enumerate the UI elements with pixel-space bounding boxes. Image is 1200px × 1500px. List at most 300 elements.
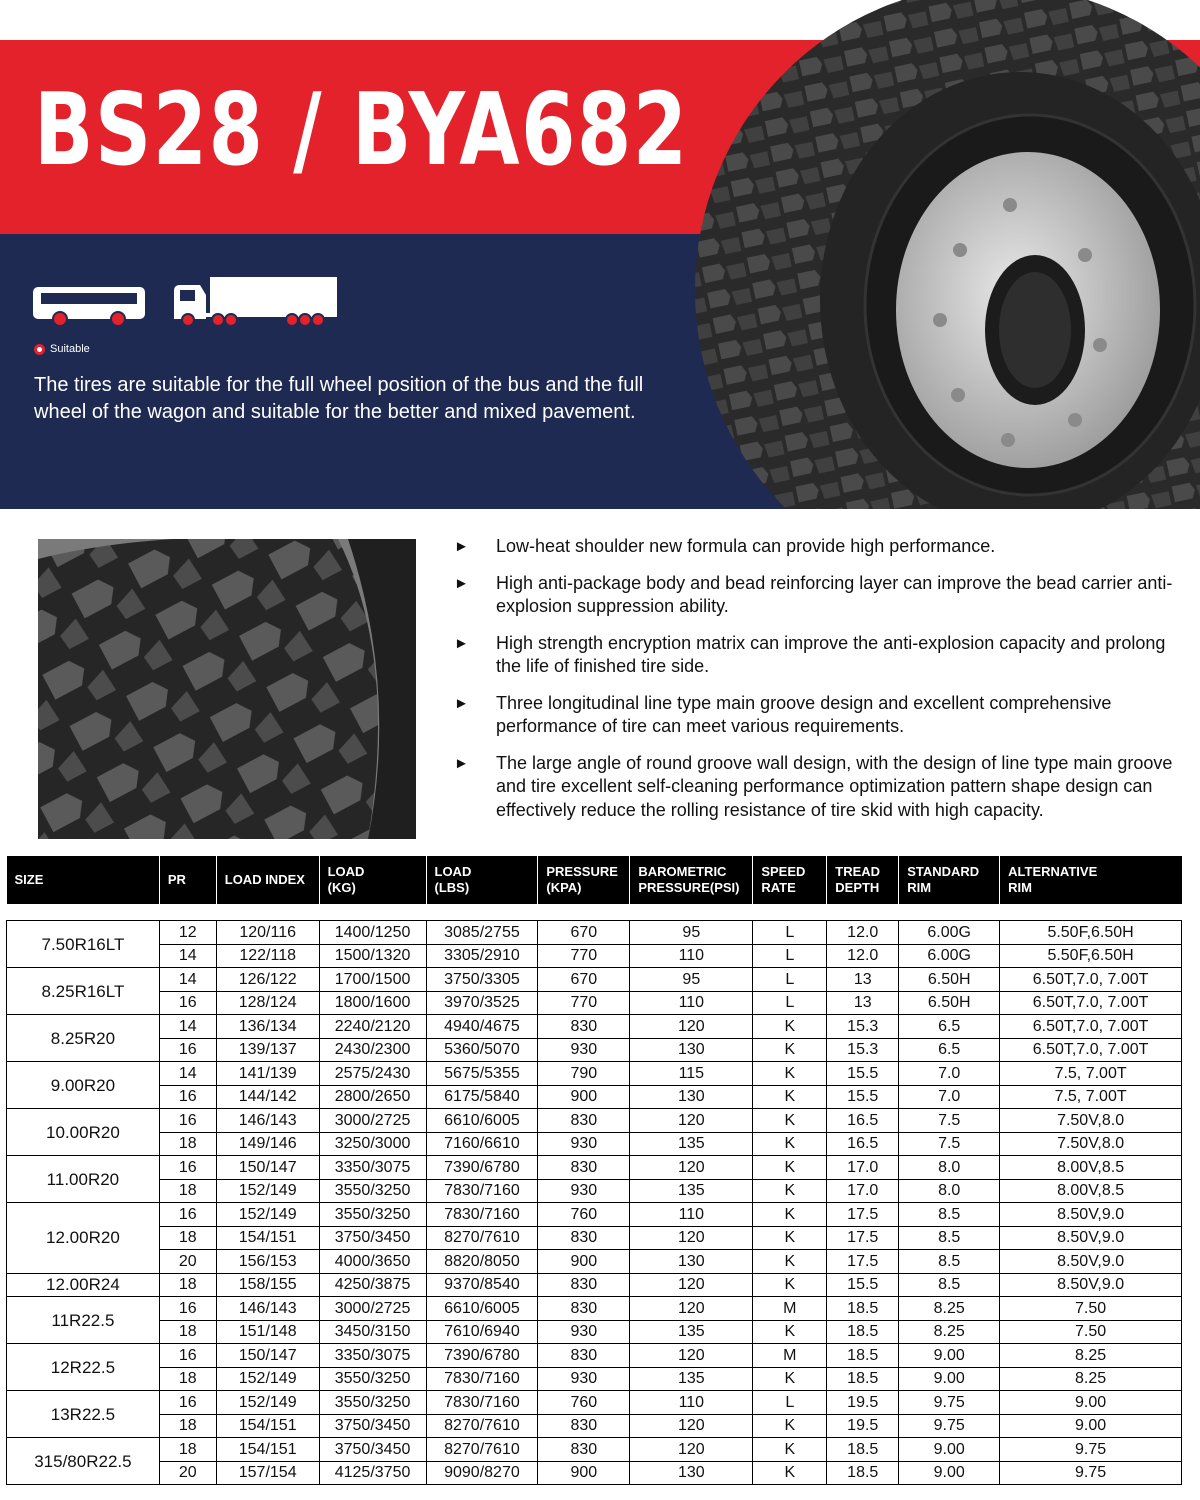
table-cell: 120	[630, 1297, 753, 1321]
table-cell: 157/154	[216, 1461, 319, 1485]
arrow-bullet-icon: ►	[454, 574, 469, 592]
table-cell: 110	[630, 944, 753, 968]
table-cell: 8.25	[1000, 1344, 1182, 1368]
table-cell: 154/151	[216, 1414, 319, 1438]
table-cell: 120	[630, 1226, 753, 1250]
table-cell: 152/149	[216, 1367, 319, 1391]
column-header: SPEED RATE	[753, 856, 827, 904]
table-cell: 3450/3150	[319, 1320, 426, 1344]
table-cell: 122/118	[216, 944, 319, 968]
table-row	[7, 1297, 1182, 1321]
arrow-bullet-icon: ►	[454, 694, 469, 712]
table-cell: 6.50H	[899, 968, 1000, 992]
table-cell: 8.5	[899, 1203, 1000, 1227]
table-cell: 5675/5355	[426, 1062, 538, 1086]
table-cell: 95	[630, 968, 753, 992]
table-cell: 9.00	[899, 1367, 1000, 1391]
table-row	[7, 1085, 1182, 1109]
table-cell: 18	[159, 1414, 216, 1438]
table-cell: 3350/3075	[319, 1344, 426, 1368]
feature-list	[454, 535, 1184, 835]
table-cell: 13	[827, 991, 899, 1015]
table-cell: 17.5	[827, 1203, 899, 1227]
table-cell: 120	[630, 1273, 753, 1297]
table-cell: 4000/3650	[319, 1250, 426, 1274]
spec-table-body	[7, 904, 1182, 1485]
table-cell: 152/149	[216, 1203, 319, 1227]
feature-text: The large angle of round groove wall design, with the design of line type main groove and tire excellent self-cleaning performance optimization pattern shape design can effectively reduce the rolling resistance of tire skid with high capacity.	[496, 752, 1173, 820]
table-cell: 6.5	[899, 1015, 1000, 1039]
table-cell: 6.50T,7.0, 7.00T	[1000, 1038, 1182, 1062]
arrow-bullet-icon: ►	[454, 634, 469, 652]
table-cell: 16	[159, 1156, 216, 1180]
table-cell: 7.50V,8.0	[1000, 1132, 1182, 1156]
table-cell: K	[753, 1015, 827, 1039]
table-cell: 18	[159, 1179, 216, 1203]
arrow-bullet-icon: ►	[454, 754, 469, 772]
table-cell: 8.5	[899, 1273, 1000, 1297]
table-row	[7, 1109, 1182, 1133]
feature-item	[454, 752, 1184, 823]
table-cell: 930	[538, 1179, 630, 1203]
table-cell: 2430/2300	[319, 1038, 426, 1062]
table-cell: 120	[630, 1344, 753, 1368]
table-cell: 8.5	[899, 1226, 1000, 1250]
table-cell: 830	[538, 1414, 630, 1438]
table-cell: 18	[159, 1438, 216, 1462]
table-cell: 141/139	[216, 1062, 319, 1086]
table-cell: 14	[159, 1015, 216, 1039]
size-cell: 13R22.5	[7, 1391, 160, 1438]
table-cell: 146/143	[216, 1297, 319, 1321]
table-row	[7, 921, 1182, 945]
table-cell: 8.25	[1000, 1367, 1182, 1391]
table-cell: 18	[159, 1273, 216, 1297]
table-cell: 3970/3525	[426, 991, 538, 1015]
table-cell: 151/148	[216, 1320, 319, 1344]
table-cell: 14	[159, 968, 216, 992]
table-cell: 830	[538, 1226, 630, 1250]
table-spacer	[7, 904, 1182, 921]
table-cell: 135	[630, 1320, 753, 1344]
table-cell: 770	[538, 991, 630, 1015]
table-cell: 16	[159, 1203, 216, 1227]
table-cell: 149/146	[216, 1132, 319, 1156]
table-row	[7, 1367, 1182, 1391]
truck-icon	[174, 277, 337, 326]
table-cell: 120	[630, 1156, 753, 1180]
table-cell: 4125/3750	[319, 1461, 426, 1485]
table-cell: 9.75	[899, 1391, 1000, 1415]
feature-text: Low-heat shoulder new formula can provide high performance.	[496, 536, 996, 556]
table-row	[7, 1461, 1182, 1485]
bus-icon	[33, 287, 145, 326]
table-cell: 16	[159, 1109, 216, 1133]
table-cell: L	[753, 991, 827, 1015]
size-cell: 12.00R24	[7, 1273, 160, 1297]
table-cell: 18.5	[827, 1461, 899, 1485]
table-cell: 18.5	[827, 1438, 899, 1462]
table-cell: 15.5	[827, 1085, 899, 1109]
table-cell: 154/151	[216, 1226, 319, 1250]
table-cell: 14	[159, 1062, 216, 1086]
table-cell: 18	[159, 1367, 216, 1391]
table-cell: 1700/1500	[319, 968, 426, 992]
table-cell: 8.50V,9.0	[1000, 1226, 1182, 1250]
table-row	[7, 1226, 1182, 1250]
table-cell: 9.75	[899, 1414, 1000, 1438]
table-cell: 8.0	[899, 1156, 1000, 1180]
table-cell: 18.5	[827, 1297, 899, 1321]
table-cell: K	[753, 1038, 827, 1062]
table-cell: 130	[630, 1461, 753, 1485]
table-cell: 3350/3075	[319, 1156, 426, 1180]
table-row	[7, 1273, 1182, 1297]
table-cell: 830	[538, 1273, 630, 1297]
column-header: LOAD INDEX	[216, 856, 319, 904]
table-cell: 120	[630, 1438, 753, 1462]
size-cell: 11.00R20	[7, 1156, 160, 1203]
size-cell: 12R22.5	[7, 1344, 160, 1391]
table-cell: 3550/3250	[319, 1367, 426, 1391]
table-cell: 17.5	[827, 1226, 899, 1250]
table-cell: K	[753, 1085, 827, 1109]
table-cell: 2575/2430	[319, 1062, 426, 1086]
table-cell: 6.00G	[899, 944, 1000, 968]
table-cell: 135	[630, 1132, 753, 1156]
table-cell: 900	[538, 1250, 630, 1274]
table-cell: 1800/1600	[319, 991, 426, 1015]
table-cell: 6.50H	[899, 991, 1000, 1015]
feature-text: High strength encryption matrix can improve the anti-explosion capacity and prolong the life of finished tire side.	[496, 632, 1166, 676]
table-cell: 760	[538, 1391, 630, 1415]
table-cell: K	[753, 1273, 827, 1297]
table-cell: 8.50V,9.0	[1000, 1250, 1182, 1274]
table-cell: 790	[538, 1062, 630, 1086]
table-cell: K	[753, 1320, 827, 1344]
table-cell: 13	[827, 968, 899, 992]
table-cell: 139/137	[216, 1038, 319, 1062]
table-row	[7, 1038, 1182, 1062]
table-cell: 18	[159, 1132, 216, 1156]
table-cell: 130	[630, 1038, 753, 1062]
spec-table-header	[7, 856, 1182, 904]
size-cell: 8.25R16LT	[7, 968, 160, 1015]
table-cell: 3550/3250	[319, 1391, 426, 1415]
table-cell: 126/122	[216, 968, 319, 992]
table-cell: 7830/7160	[426, 1367, 538, 1391]
table-cell: 8.5	[899, 1250, 1000, 1274]
table-cell: 930	[538, 1367, 630, 1391]
table-cell: 7.5	[899, 1132, 1000, 1156]
table-cell: 120	[630, 1414, 753, 1438]
table-cell: 16.5	[827, 1132, 899, 1156]
table-cell: K	[753, 1132, 827, 1156]
table-cell: 146/143	[216, 1109, 319, 1133]
table-cell: K	[753, 1226, 827, 1250]
table-cell: 7830/7160	[426, 1203, 538, 1227]
table-cell: 9.00	[899, 1461, 1000, 1485]
table-cell: 7.50	[1000, 1297, 1182, 1321]
feature-item	[454, 692, 1184, 739]
arrow-bullet-icon: ►	[454, 538, 469, 555]
table-cell: 16	[159, 1344, 216, 1368]
table-cell: 158/155	[216, 1273, 319, 1297]
table-cell: 3000/2725	[319, 1297, 426, 1321]
legend-label: Suitable	[50, 343, 90, 355]
table-cell: 16	[159, 1085, 216, 1109]
column-header: LOAD (KG)	[319, 856, 426, 904]
table-cell: 14	[159, 944, 216, 968]
table-cell: 12.0	[827, 921, 899, 945]
table-cell: K	[753, 1414, 827, 1438]
table-cell: 3750/3450	[319, 1414, 426, 1438]
table-cell: 8.25	[899, 1297, 1000, 1321]
table-cell: 3750/3450	[319, 1226, 426, 1250]
table-cell: 156/153	[216, 1250, 319, 1274]
table-cell: 130	[630, 1250, 753, 1274]
size-cell: 7.50R16LT	[7, 921, 160, 968]
table-cell: 670	[538, 968, 630, 992]
table-cell: K	[753, 1438, 827, 1462]
table-cell: 4940/4675	[426, 1015, 538, 1039]
table-cell: 3000/2725	[319, 1109, 426, 1133]
table-cell: L	[753, 944, 827, 968]
feature-item	[454, 632, 1184, 679]
table-cell: 6.5	[899, 1038, 1000, 1062]
legend	[34, 343, 90, 355]
table-cell: 6.50T,7.0, 7.00T	[1000, 1015, 1182, 1039]
table-cell: 95	[630, 921, 753, 945]
table-row	[7, 1156, 1182, 1180]
table-cell: 16	[159, 1391, 216, 1415]
column-header: BAROMETRIC PRESSURE(PSI)	[630, 856, 753, 904]
table-cell: K	[753, 1250, 827, 1274]
table-cell: 5.50F,6.50H	[1000, 921, 1182, 945]
table-row	[7, 1391, 1182, 1415]
product-title: BS28 / BYA682	[34, 71, 689, 188]
column-header: PR	[159, 856, 216, 904]
table-cell: 3305/2910	[426, 944, 538, 968]
table-row	[7, 1203, 1182, 1227]
table-cell: 20	[159, 1250, 216, 1274]
table-cell: 6610/6005	[426, 1297, 538, 1321]
table-cell: 110	[630, 1391, 753, 1415]
table-cell: 770	[538, 944, 630, 968]
table-cell: L	[753, 1391, 827, 1415]
table-row	[7, 944, 1182, 968]
table-cell: 3750/3305	[426, 968, 538, 992]
table-cell: 16	[159, 1297, 216, 1321]
table-cell: 15.5	[827, 1062, 899, 1086]
table-cell: 15.3	[827, 1038, 899, 1062]
feature-text: Three longitudinal line type main groove design and excellent comprehensive performance of tire can meet various requirements.	[496, 692, 1112, 736]
table-cell: K	[753, 1179, 827, 1203]
table-cell: 16	[159, 991, 216, 1015]
table-row	[7, 1320, 1182, 1344]
feature-item	[454, 535, 1184, 559]
table-row	[7, 968, 1182, 992]
table-cell: M	[753, 1297, 827, 1321]
size-cell: 12.00R20	[7, 1203, 160, 1274]
table-cell: 152/149	[216, 1179, 319, 1203]
table-cell: 15.3	[827, 1015, 899, 1039]
table-cell: 7.0	[899, 1085, 1000, 1109]
table-cell: 900	[538, 1461, 630, 1485]
table-row	[7, 1062, 1182, 1086]
table-cell: 930	[538, 1038, 630, 1062]
table-row	[7, 1132, 1182, 1156]
table-cell: 19.5	[827, 1414, 899, 1438]
table-cell: 8.00V,8.5	[1000, 1179, 1182, 1203]
table-row	[7, 1438, 1182, 1462]
table-row	[7, 1179, 1182, 1203]
table-cell: 9.00	[899, 1438, 1000, 1462]
table-cell: L	[753, 968, 827, 992]
column-header: LOAD (LBS)	[426, 856, 538, 904]
table-cell: 9.75	[1000, 1438, 1182, 1462]
table-row	[7, 1344, 1182, 1368]
header-row	[7, 856, 1182, 904]
size-cell: 9.00R20	[7, 1062, 160, 1109]
table-cell: 1500/1320	[319, 944, 426, 968]
feature-text: High anti-package body and bead reinforcing layer can improve the bead carrier anti-explosion suppression ability.	[496, 572, 1173, 616]
table-cell: K	[753, 1062, 827, 1086]
table-cell: 930	[538, 1132, 630, 1156]
table-cell: 3550/3250	[319, 1179, 426, 1203]
table-cell: 18.5	[827, 1320, 899, 1344]
table-cell: 2800/2650	[319, 1085, 426, 1109]
table-cell: 154/151	[216, 1438, 319, 1462]
table-cell: 4250/3875	[319, 1273, 426, 1297]
table-cell: 7610/6940	[426, 1320, 538, 1344]
column-header: PRESSURE (KPA)	[538, 856, 630, 904]
table-cell: 830	[538, 1109, 630, 1133]
table-cell: K	[753, 1461, 827, 1485]
table-cell: 6.50T,7.0, 7.00T	[1000, 991, 1182, 1015]
table-row	[7, 1414, 1182, 1438]
table-cell: 18.5	[827, 1344, 899, 1368]
table-cell: 3250/3000	[319, 1132, 426, 1156]
table-cell: 7.50V,8.0	[1000, 1109, 1182, 1133]
tire-image	[690, 0, 1200, 509]
table-cell: 16.5	[827, 1109, 899, 1133]
table-cell: 120	[630, 1015, 753, 1039]
table-cell: 18	[159, 1320, 216, 1344]
table-cell: 8270/7610	[426, 1438, 538, 1462]
table-cell: 136/134	[216, 1015, 319, 1039]
size-cell: 10.00R20	[7, 1109, 160, 1156]
vehicle-icons	[30, 275, 350, 335]
table-cell: 7830/7160	[426, 1391, 538, 1415]
table-cell: 930	[538, 1320, 630, 1344]
table-cell: 9.00	[899, 1344, 1000, 1368]
table-cell: 760	[538, 1203, 630, 1227]
table-cell: 8270/7610	[426, 1414, 538, 1438]
table-cell: 152/149	[216, 1391, 319, 1415]
table-cell: K	[753, 1367, 827, 1391]
table-cell: 7.5	[899, 1109, 1000, 1133]
table-cell: 128/124	[216, 991, 319, 1015]
table-cell: 7.5, 7.00T	[1000, 1085, 1182, 1109]
table-cell: 144/142	[216, 1085, 319, 1109]
table-cell: 7.5, 7.00T	[1000, 1062, 1182, 1086]
table-row	[7, 1015, 1182, 1039]
table-cell: 7390/6780	[426, 1344, 538, 1368]
table-cell: 110	[630, 1203, 753, 1227]
table-cell: 15.5	[827, 1273, 899, 1297]
table-cell: 110	[630, 991, 753, 1015]
table-cell: 7.50	[1000, 1320, 1182, 1344]
table-cell: 830	[538, 1156, 630, 1180]
table-cell: 135	[630, 1179, 753, 1203]
table-cell: M	[753, 1344, 827, 1368]
table-cell: 18	[159, 1226, 216, 1250]
table-cell: 115	[630, 1062, 753, 1086]
column-header: SIZE	[7, 856, 160, 904]
table-cell: 3750/3450	[319, 1438, 426, 1462]
table-cell: 900	[538, 1085, 630, 1109]
table-cell: 8820/8050	[426, 1250, 538, 1274]
table-cell: 3550/3250	[319, 1203, 426, 1227]
table-row	[7, 991, 1182, 1015]
table-cell: 830	[538, 1438, 630, 1462]
size-cell: 8.25R20	[7, 1015, 160, 1062]
column-header: STANDARD RIM	[899, 856, 1000, 904]
table-cell: 6175/5840	[426, 1085, 538, 1109]
table-cell: 150/147	[216, 1156, 319, 1180]
size-cell: 315/80R22.5	[7, 1438, 160, 1485]
table-cell: 8.50V,9.0	[1000, 1203, 1182, 1227]
column-header: ALTERNATIVE RIM	[1000, 856, 1182, 904]
table-cell: 120	[630, 1109, 753, 1133]
table-cell: 1400/1250	[319, 921, 426, 945]
table-cell: 6610/6005	[426, 1109, 538, 1133]
feature-item	[454, 572, 1184, 619]
product-description: The tires are suitable for the full wheel position of the bus and the full wheel of the wagon and suitable for the better and mixed pavement.	[34, 374, 644, 423]
table-cell: 830	[538, 1297, 630, 1321]
table-cell: 6.50T,7.0, 7.00T	[1000, 968, 1182, 992]
table-cell: 6.00G	[899, 921, 1000, 945]
table-cell: 17.5	[827, 1250, 899, 1274]
table-cell: 7390/6780	[426, 1156, 538, 1180]
table-cell: 7160/6610	[426, 1132, 538, 1156]
table-cell: 8.0	[899, 1179, 1000, 1203]
table-cell: 5.50F,6.50H	[1000, 944, 1182, 968]
table-cell: 12	[159, 921, 216, 945]
table-cell: 9370/8540	[426, 1273, 538, 1297]
table-cell: 16	[159, 1038, 216, 1062]
table-cell: 8270/7610	[426, 1226, 538, 1250]
table-cell: 8.25	[899, 1320, 1000, 1344]
table-cell: 18.5	[827, 1367, 899, 1391]
legend-dot-icon	[34, 344, 45, 355]
table-cell: 830	[538, 1015, 630, 1039]
table-cell: K	[753, 1109, 827, 1133]
table-cell: 120/116	[216, 921, 319, 945]
table-cell: K	[753, 1156, 827, 1180]
table-row	[7, 1250, 1182, 1274]
table-cell: 830	[538, 1344, 630, 1368]
table-cell: 8.00V,8.5	[1000, 1156, 1182, 1180]
table-spacer-cell	[7, 904, 1182, 921]
table-cell: 670	[538, 921, 630, 945]
table-cell: 8.50V,9.0	[1000, 1273, 1182, 1297]
table-cell: 9.00	[1000, 1414, 1182, 1438]
table-cell: K	[753, 1203, 827, 1227]
table-cell: 150/147	[216, 1344, 319, 1368]
table-cell: 9.00	[1000, 1391, 1182, 1415]
